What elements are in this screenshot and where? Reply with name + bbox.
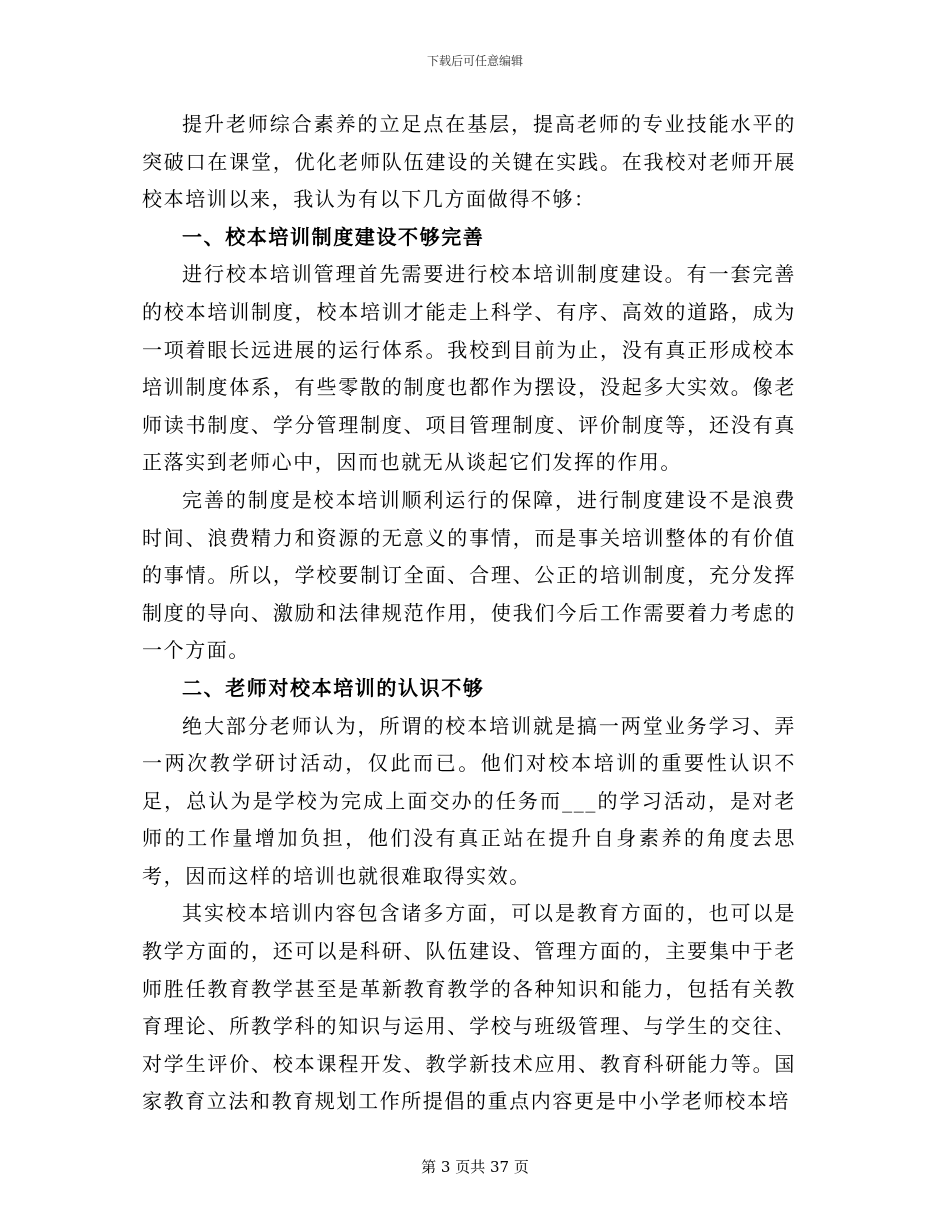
page-number: 第 3 页共 37 页 (421, 1158, 529, 1176)
document-body (142, 106, 796, 1121)
paragraph-training-content: 其实校本培训内容包含诸多方面，可以是教育方面的，也可以是教学方面的，还可以是科研、队伍建设、管理方面的，主要集中于老师胜任教育教学甚至是革新教育教学的各种知识和能力，包括有关教育理论、所教学科的知识与运用、学校与班级管理、与学生的交往、对学生评价、校本课程开发、教学新技术应用、教育科研能力等。国家教育立法和教育规划工作所提倡的重点内容更是中小学老师校本培 (142, 901, 796, 1114)
header-note: 下载后可任意编辑 (426, 54, 523, 68)
paragraph-system-importance: 完善的制度是校本培训顺利运行的保障，进行制度建设不是浪费时间、浪费精力和资源的无意义的事情，而是事关培训整体的有价值的事情。所以，学校要制订全面、合理、公正的培训制度，充分发挥制度的导向、激励和法律规范作用，使我们今后工作需要着力考虑的一个方面。 (142, 487, 796, 663)
section-heading-2: 二、老师对校本培训的认识不够 (182, 675, 485, 700)
paragraph-system-construction: 进行校本培训管理首先需要进行校本培训制度建设。有一套完善的校本培训制度，校本培训才能走上科学、有序、高效的道路，成为一项着眼长远进展的运行体系。我校到目前为止，没有真正形成校本培训制度体系，有些零散的制度也都作为摆设，没起多大实效。像老师读书制度、学分管理制度、项目管理制度、评价制度等，还没有真正落实到老师心中，因而也就无从谈起它们发挥的作用。 (142, 262, 796, 475)
section-heading-1: 一、校本培训制度建设不够完善 (182, 224, 485, 249)
paragraph-teacher-understanding: 绝大部分老师认为，所谓的校本培训就是搞一两堂业务学习、弄一两次教学研讨活动，仅此而已。他们对校本培训的重要性认识不足，总认为是学校为完成上面交办的任务而___的学习活动，是对老师的工作量增加负担，他们没有真正站在提升自身素养的角度去思考，因而这样的培训也就很难取得实效。 (142, 713, 796, 888)
paragraph-intro: 提升老师综合素养的立足点在基层，提高老师的专业技能水平的突破口在课堂，优化老师队伍建设的关键在实践。在我校对老师开展校本培训以来，我认为有以下几方面做得不够： (142, 112, 796, 212)
